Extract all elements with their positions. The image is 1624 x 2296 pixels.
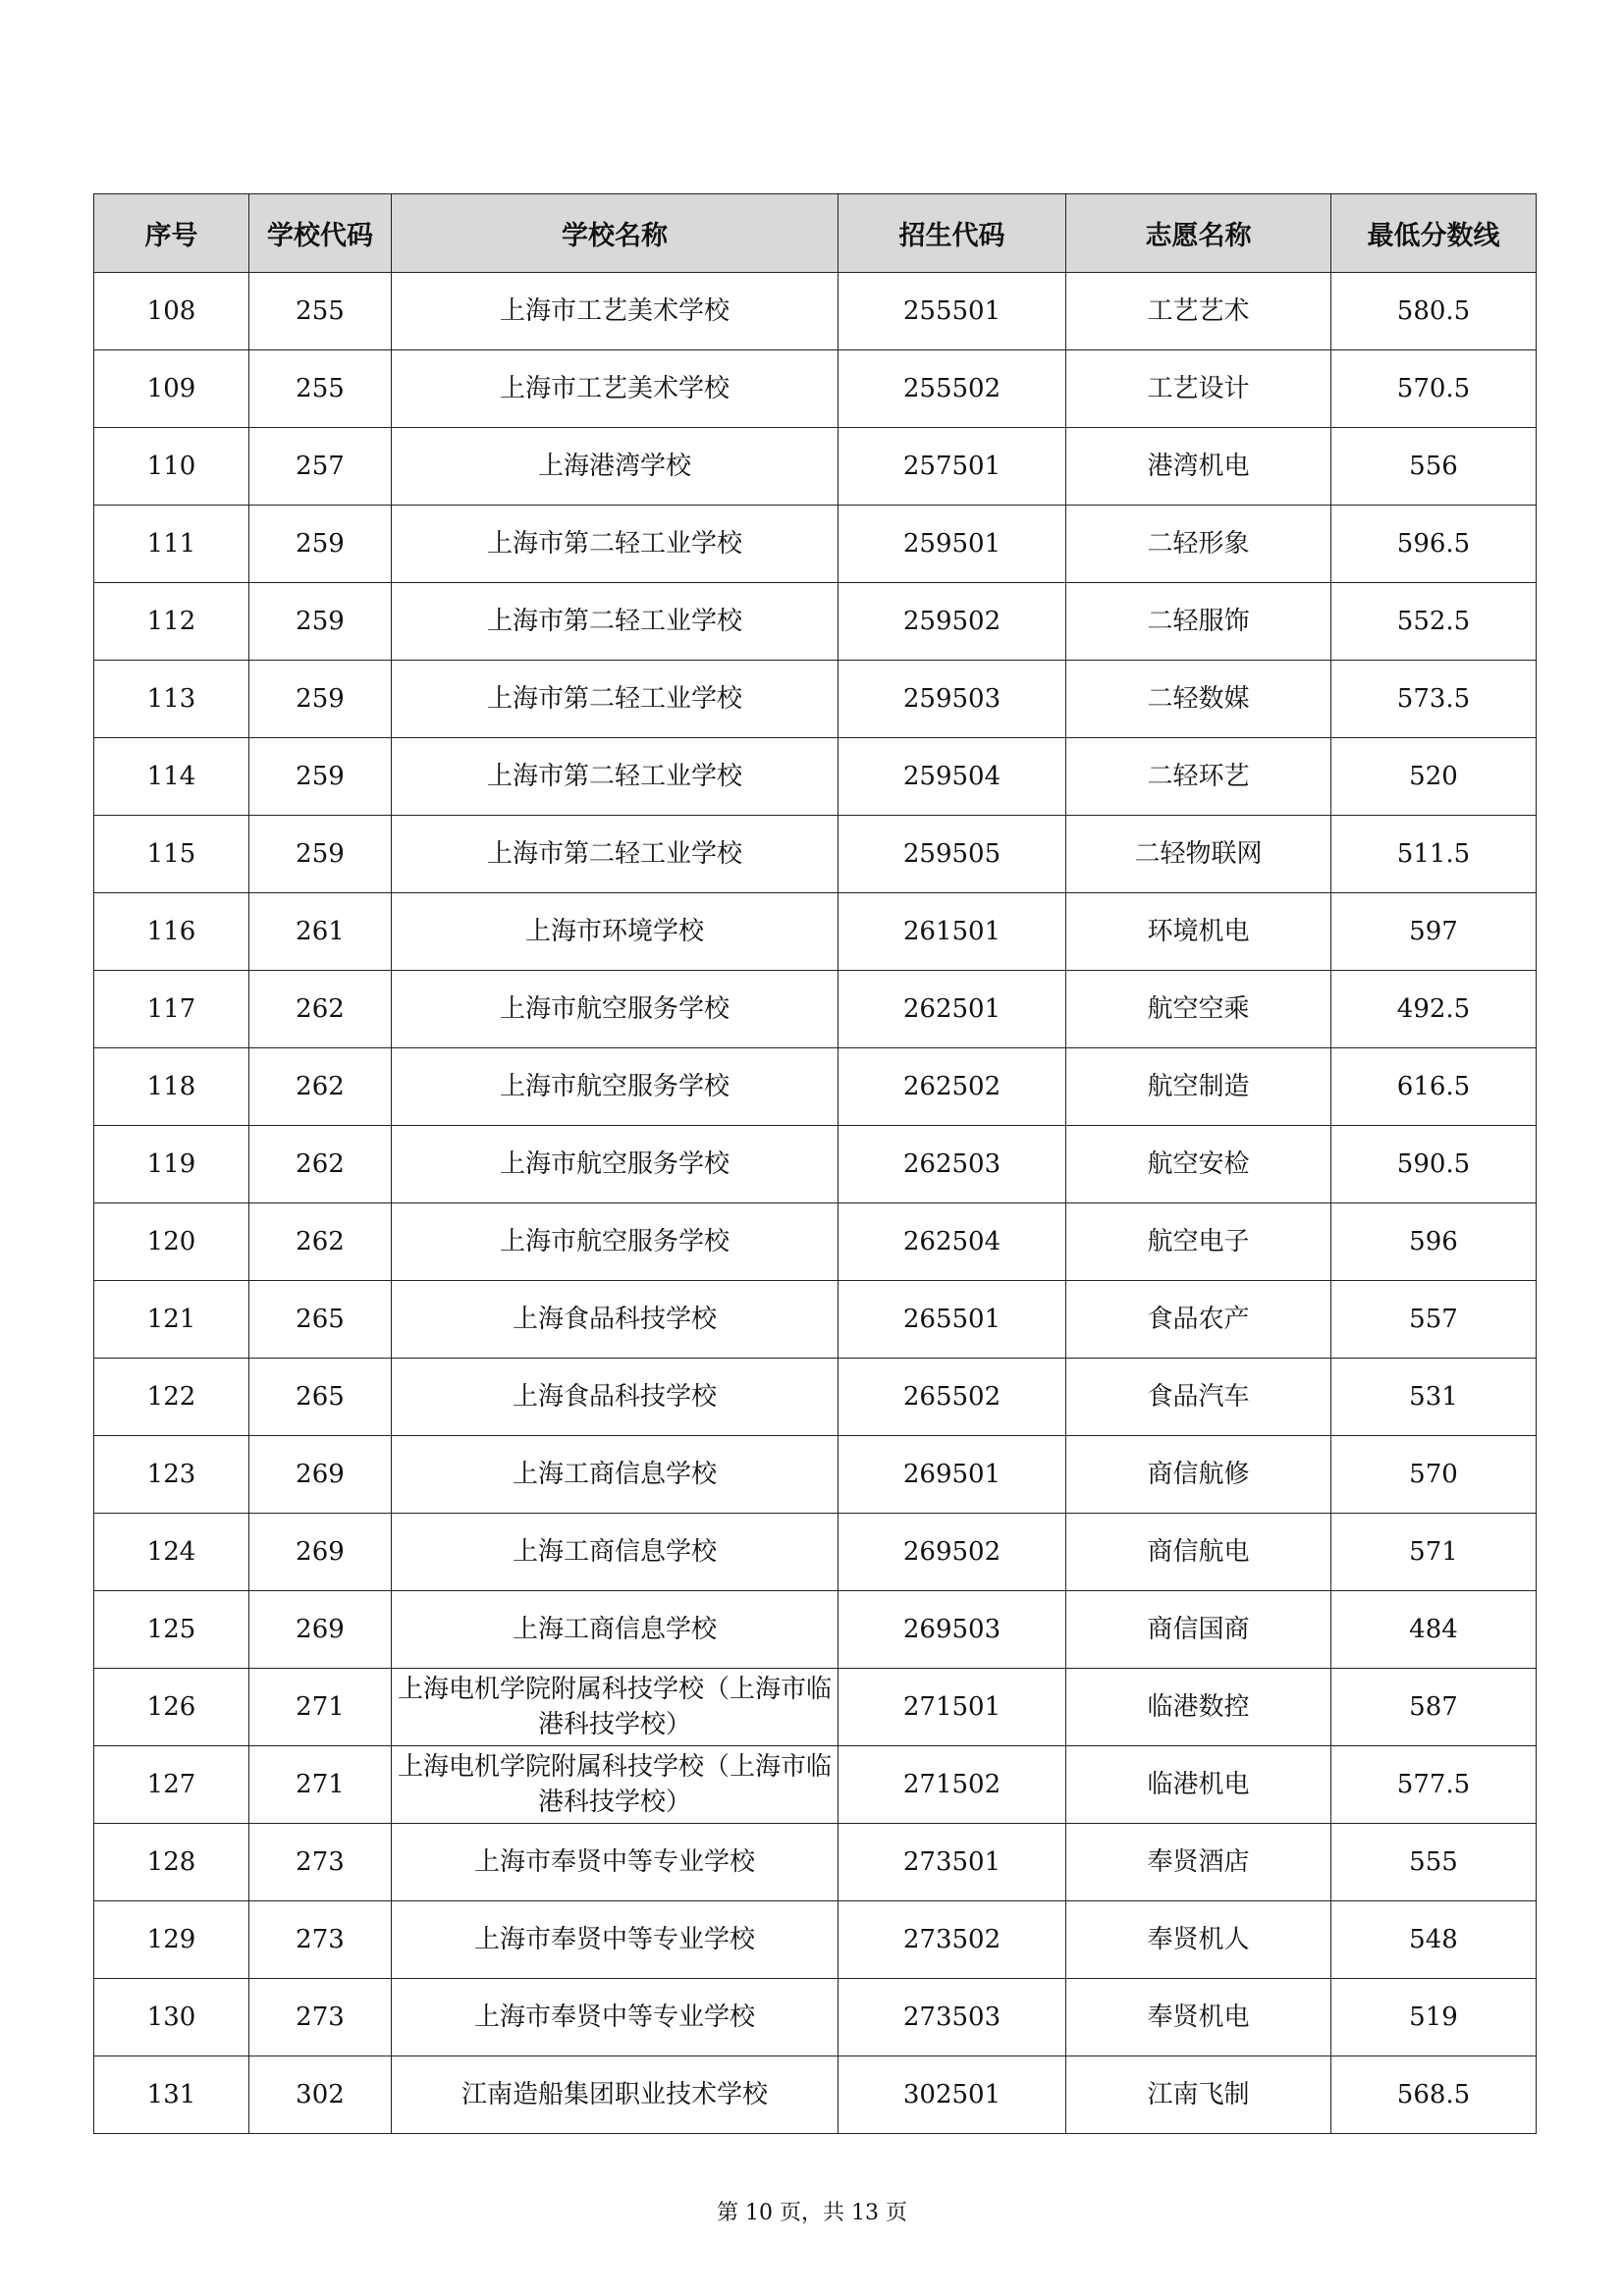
school-name-cell: 上海市第二轻工业学校 xyxy=(392,661,839,738)
min-score-cell: 492.5 xyxy=(1331,971,1537,1048)
admission-score-table xyxy=(93,193,1537,2134)
school-code-cell: 262 xyxy=(249,1048,392,1126)
table-row xyxy=(94,1746,1537,1824)
table-row xyxy=(94,273,1537,350)
serial-number-cell: 110 xyxy=(94,428,249,506)
table-row xyxy=(94,1591,1537,1669)
program-name-cell: 商信航修 xyxy=(1066,1436,1331,1514)
min-score-cell: 552.5 xyxy=(1331,583,1537,661)
school-code-cell: 255 xyxy=(249,273,392,350)
serial-number-cell: 124 xyxy=(94,1514,249,1591)
enrollment-code-cell: 261501 xyxy=(839,893,1066,971)
enrollment-code-cell: 269503 xyxy=(839,1591,1066,1669)
enrollment-code-cell: 262502 xyxy=(839,1048,1066,1126)
min-score-cell: 555 xyxy=(1331,1824,1537,1901)
program-name-cell: 二轻形象 xyxy=(1066,506,1331,583)
enrollment-code-cell: 259501 xyxy=(839,506,1066,583)
serial-number-cell: 119 xyxy=(94,1126,249,1203)
school-code-cell: 265 xyxy=(249,1359,392,1436)
program-name-cell: 江南飞制 xyxy=(1066,2056,1331,2134)
table-row xyxy=(94,506,1537,583)
table-row xyxy=(94,1436,1537,1514)
min-score-cell: 590.5 xyxy=(1331,1126,1537,1203)
table-row xyxy=(94,1669,1537,1746)
program-name-cell: 食品农产 xyxy=(1066,1281,1331,1359)
school-code-cell: 265 xyxy=(249,1281,392,1359)
school-name-cell: 上海工商信息学校 xyxy=(392,1436,839,1514)
school-name-cell: 上海市工艺美术学校 xyxy=(392,350,839,428)
school-name-cell: 上海工商信息学校 xyxy=(392,1514,839,1591)
min-score-cell: 570 xyxy=(1331,1436,1537,1514)
serial-number-cell: 118 xyxy=(94,1048,249,1126)
school-name-cell: 上海市奉贤中等专业学校 xyxy=(392,1901,839,1979)
enrollment-code-cell: 259504 xyxy=(839,738,1066,816)
enrollment-code-cell: 255501 xyxy=(839,273,1066,350)
min-score-cell: 571 xyxy=(1331,1514,1537,1591)
enrollment-code-cell: 262501 xyxy=(839,971,1066,1048)
school-name-cell: 上海市第二轻工业学校 xyxy=(392,816,839,893)
school-code-cell: 262 xyxy=(249,971,392,1048)
table-row xyxy=(94,428,1537,506)
enrollment-code-cell: 273503 xyxy=(839,1979,1066,2056)
serial-number-cell: 115 xyxy=(94,816,249,893)
min-score-cell: 577.5 xyxy=(1331,1746,1537,1824)
enrollment-code-cell: 259502 xyxy=(839,583,1066,661)
enrollment-code-cell: 265501 xyxy=(839,1281,1066,1359)
serial-number-cell: 111 xyxy=(94,506,249,583)
serial-number-cell: 126 xyxy=(94,1669,249,1746)
school-name-cell: 上海市奉贤中等专业学校 xyxy=(392,1979,839,2056)
min-score-cell: 519 xyxy=(1331,1979,1537,2056)
enrollment-code-cell: 259503 xyxy=(839,661,1066,738)
enrollment-code-cell: 269501 xyxy=(839,1436,1066,1514)
school-name-cell: 上海电机学院附属科技学校（上海市临港科技学校） xyxy=(392,1669,839,1746)
min-score-cell: 568.5 xyxy=(1331,2056,1537,2134)
school-code-cell: 262 xyxy=(249,1126,392,1203)
school-name-cell: 上海市工艺美术学校 xyxy=(392,273,839,350)
program-name-cell: 二轻环艺 xyxy=(1066,738,1331,816)
enrollment-code-cell: 273502 xyxy=(839,1901,1066,1979)
program-name-cell: 食品汽车 xyxy=(1066,1359,1331,1436)
school-code-cell: 273 xyxy=(249,1979,392,2056)
school-code-cell: 262 xyxy=(249,1203,392,1281)
table-row xyxy=(94,661,1537,738)
school-name-cell: 上海市航空服务学校 xyxy=(392,1126,839,1203)
table-row xyxy=(94,893,1537,971)
header-school-code: 学校代码 xyxy=(249,194,392,273)
min-score-cell: 573.5 xyxy=(1331,661,1537,738)
program-name-cell: 奉贤酒店 xyxy=(1066,1824,1331,1901)
table-row xyxy=(94,2056,1537,2134)
table-row xyxy=(94,583,1537,661)
school-name-cell: 上海市环境学校 xyxy=(392,893,839,971)
min-score-cell: 596.5 xyxy=(1331,506,1537,583)
header-school-name: 学校名称 xyxy=(392,194,839,273)
school-name-cell: 上海市航空服务学校 xyxy=(392,1048,839,1126)
program-name-cell: 航空电子 xyxy=(1066,1203,1331,1281)
enrollment-code-cell: 265502 xyxy=(839,1359,1066,1436)
serial-number-cell: 109 xyxy=(94,350,249,428)
serial-number-cell: 128 xyxy=(94,1824,249,1901)
serial-number-cell: 108 xyxy=(94,273,249,350)
enrollment-code-cell: 262503 xyxy=(839,1126,1066,1203)
min-score-cell: 557 xyxy=(1331,1281,1537,1359)
serial-number-cell: 130 xyxy=(94,1979,249,2056)
serial-number-cell: 122 xyxy=(94,1359,249,1436)
serial-number-cell: 120 xyxy=(94,1203,249,1281)
serial-number-cell: 127 xyxy=(94,1746,249,1824)
program-name-cell: 奉贤机人 xyxy=(1066,1901,1331,1979)
program-name-cell: 航空制造 xyxy=(1066,1048,1331,1126)
table-row xyxy=(94,1126,1537,1203)
serial-number-cell: 117 xyxy=(94,971,249,1048)
serial-number-cell: 121 xyxy=(94,1281,249,1359)
table-row xyxy=(94,1901,1537,1979)
min-score-cell: 511.5 xyxy=(1331,816,1537,893)
enrollment-code-cell: 302501 xyxy=(839,2056,1066,2134)
school-name-cell: 江南造船集团职业技术学校 xyxy=(392,2056,839,2134)
table-row xyxy=(94,1514,1537,1591)
program-name-cell: 航空空乘 xyxy=(1066,971,1331,1048)
min-score-cell: 520 xyxy=(1331,738,1537,816)
program-name-cell: 环境机电 xyxy=(1066,893,1331,971)
min-score-cell: 597 xyxy=(1331,893,1537,971)
program-name-cell: 工艺设计 xyxy=(1066,350,1331,428)
school-name-cell: 上海食品科技学校 xyxy=(392,1359,839,1436)
min-score-cell: 596 xyxy=(1331,1203,1537,1281)
serial-number-cell: 125 xyxy=(94,1591,249,1669)
school-code-cell: 255 xyxy=(249,350,392,428)
enrollment-code-cell: 257501 xyxy=(839,428,1066,506)
school-name-cell: 上海食品科技学校 xyxy=(392,1281,839,1359)
table-row xyxy=(94,971,1537,1048)
enrollment-code-cell: 269502 xyxy=(839,1514,1066,1591)
enrollment-code-cell: 273501 xyxy=(839,1824,1066,1901)
table-row xyxy=(94,1281,1537,1359)
header-enrollment-code: 招生代码 xyxy=(839,194,1066,273)
program-name-cell: 临港数控 xyxy=(1066,1669,1331,1746)
min-score-cell: 556 xyxy=(1331,428,1537,506)
serial-number-cell: 116 xyxy=(94,893,249,971)
program-name-cell: 工艺艺术 xyxy=(1066,273,1331,350)
school-name-cell: 上海市第二轻工业学校 xyxy=(392,506,839,583)
min-score-cell: 531 xyxy=(1331,1359,1537,1436)
school-name-cell: 上海港湾学校 xyxy=(392,428,839,506)
school-code-cell: 302 xyxy=(249,2056,392,2134)
school-name-cell: 上海市第二轻工业学校 xyxy=(392,738,839,816)
table-row xyxy=(94,816,1537,893)
min-score-cell: 548 xyxy=(1331,1901,1537,1979)
table-row xyxy=(94,1048,1537,1126)
enrollment-code-cell: 271501 xyxy=(839,1669,1066,1746)
program-name-cell: 奉贤机电 xyxy=(1066,1979,1331,2056)
school-code-cell: 259 xyxy=(249,738,392,816)
serial-number-cell: 113 xyxy=(94,661,249,738)
enrollment-code-cell: 259505 xyxy=(839,816,1066,893)
min-score-cell: 484 xyxy=(1331,1591,1537,1669)
program-name-cell: 商信航电 xyxy=(1066,1514,1331,1591)
min-score-cell: 616.5 xyxy=(1331,1048,1537,1126)
table-row xyxy=(94,1979,1537,2056)
school-name-cell: 上海市第二轻工业学校 xyxy=(392,583,839,661)
program-name-cell: 二轻物联网 xyxy=(1066,816,1331,893)
school-name-cell: 上海工商信息学校 xyxy=(392,1591,839,1669)
table-header-row xyxy=(94,194,1537,273)
school-code-cell: 271 xyxy=(249,1669,392,1746)
school-code-cell: 273 xyxy=(249,1824,392,1901)
program-name-cell: 临港机电 xyxy=(1066,1746,1331,1824)
table-row xyxy=(94,350,1537,428)
school-code-cell: 259 xyxy=(249,816,392,893)
table-row xyxy=(94,1824,1537,1901)
serial-number-cell: 114 xyxy=(94,738,249,816)
header-serial-number: 序号 xyxy=(94,194,249,273)
table-body xyxy=(94,273,1537,2134)
page-number-footer: 第 10 页，共 13 页 xyxy=(717,2201,907,2225)
school-name-cell: 上海市奉贤中等专业学校 xyxy=(392,1824,839,1901)
min-score-cell: 587 xyxy=(1331,1669,1537,1746)
school-code-cell: 271 xyxy=(249,1746,392,1824)
school-code-cell: 261 xyxy=(249,893,392,971)
school-code-cell: 269 xyxy=(249,1436,392,1514)
school-code-cell: 273 xyxy=(249,1901,392,1979)
enrollment-code-cell: 262504 xyxy=(839,1203,1066,1281)
program-name-cell: 二轻数媒 xyxy=(1066,661,1331,738)
school-code-cell: 269 xyxy=(249,1591,392,1669)
min-score-cell: 570.5 xyxy=(1331,350,1537,428)
serial-number-cell: 129 xyxy=(94,1901,249,1979)
enrollment-code-cell: 271502 xyxy=(839,1746,1066,1824)
school-code-cell: 259 xyxy=(249,583,392,661)
enrollment-code-cell: 255502 xyxy=(839,350,1066,428)
table-row xyxy=(94,738,1537,816)
school-name-cell: 上海电机学院附属科技学校（上海市临港科技学校） xyxy=(392,1746,839,1824)
school-code-cell: 259 xyxy=(249,506,392,583)
school-code-cell: 259 xyxy=(249,661,392,738)
header-program-name: 志愿名称 xyxy=(1066,194,1331,273)
program-name-cell: 港湾机电 xyxy=(1066,428,1331,506)
program-name-cell: 航空安检 xyxy=(1066,1126,1331,1203)
school-name-cell: 上海市航空服务学校 xyxy=(392,971,839,1048)
school-name-cell: 上海市航空服务学校 xyxy=(392,1203,839,1281)
program-name-cell: 商信国商 xyxy=(1066,1591,1331,1669)
header-min-score: 最低分数线 xyxy=(1331,194,1537,273)
min-score-cell: 580.5 xyxy=(1331,273,1537,350)
school-code-cell: 257 xyxy=(249,428,392,506)
school-code-cell: 269 xyxy=(249,1514,392,1591)
table-row xyxy=(94,1203,1537,1281)
serial-number-cell: 131 xyxy=(94,2056,249,2134)
program-name-cell: 二轻服饰 xyxy=(1066,583,1331,661)
table-row xyxy=(94,1359,1537,1436)
serial-number-cell: 123 xyxy=(94,1436,249,1514)
serial-number-cell: 112 xyxy=(94,583,249,661)
